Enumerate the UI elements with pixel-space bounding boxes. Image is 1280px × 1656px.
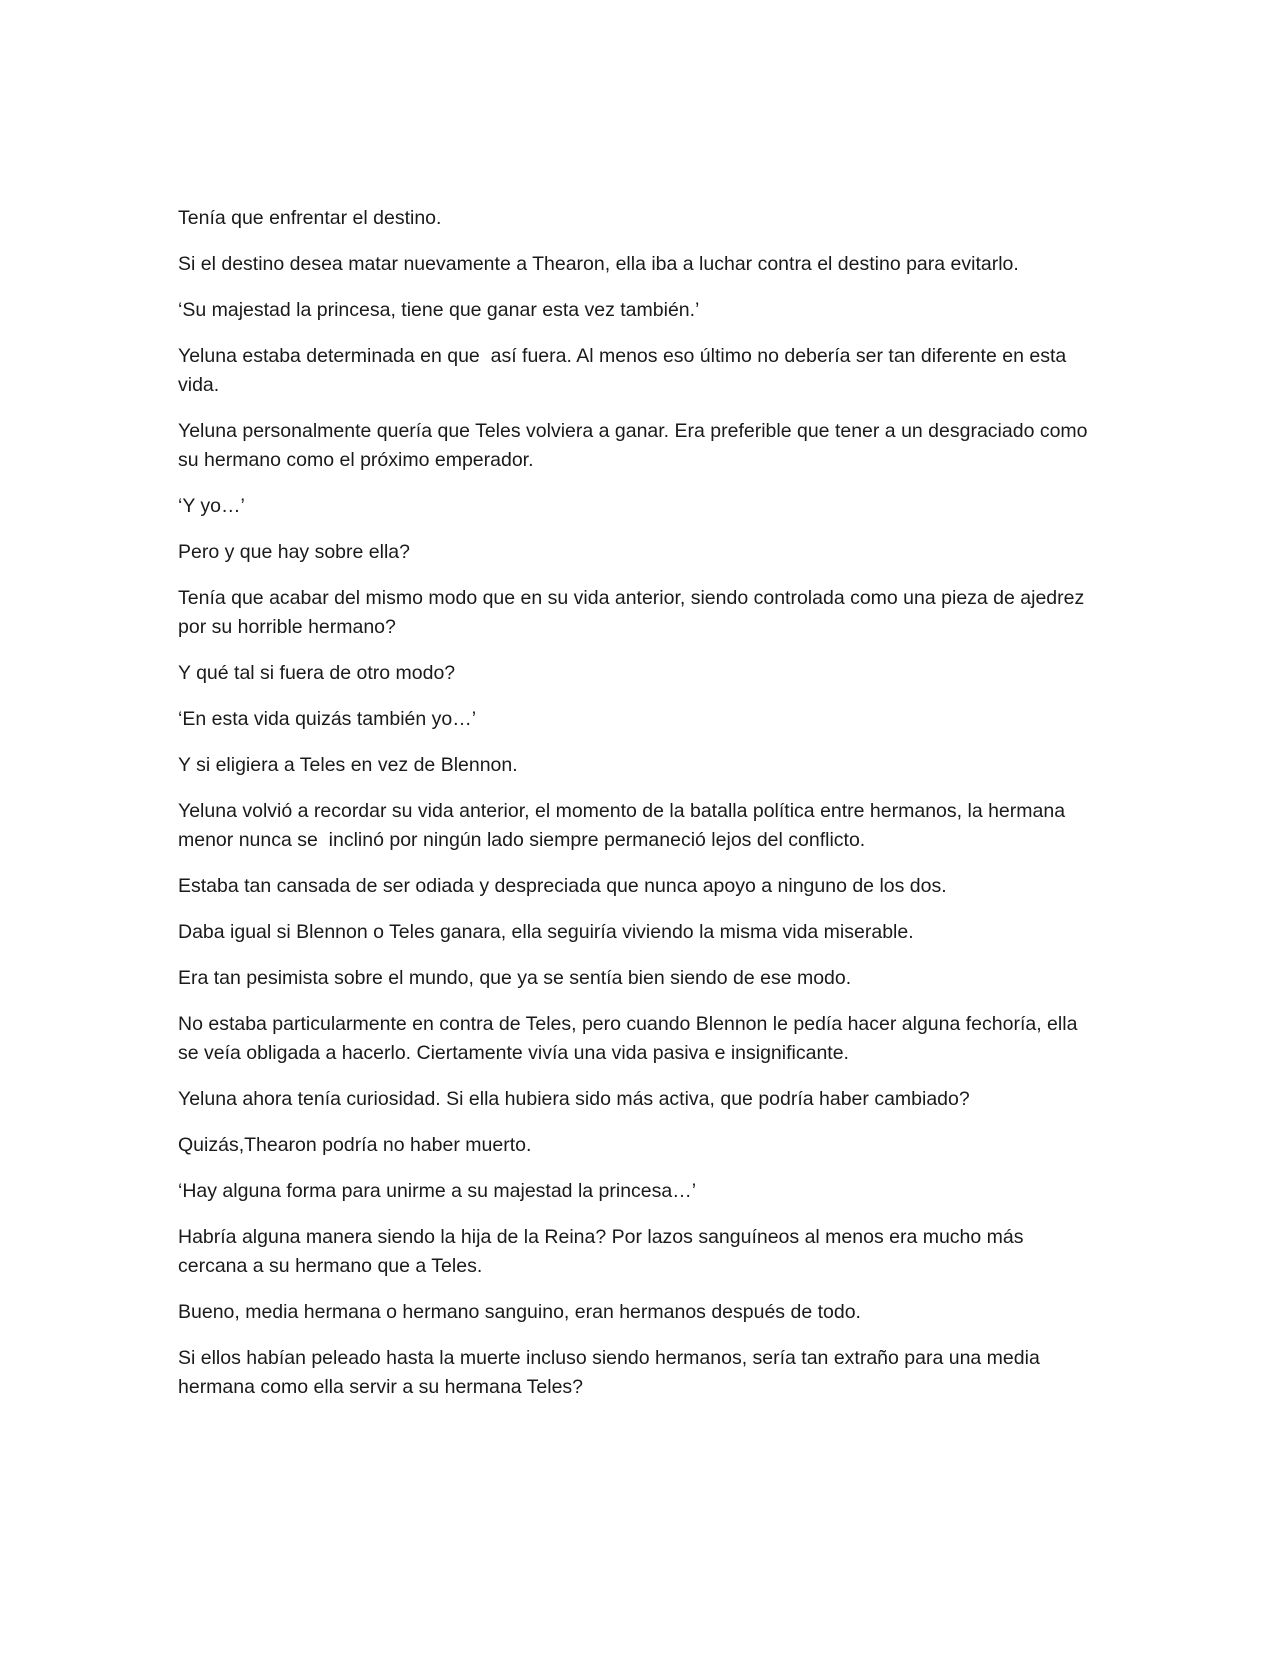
paragraph: Yeluna volvió a recordar su vida anterior, el momento de la batalla política entre hermanos, la hermana menor nunca se inclinó por ningún lado siempre permaneció lejos del conflicto.: [178, 800, 1071, 851]
paragraph: Estaba tan cansada de ser odiada y despreciada que nunca apoyo a ninguno de los dos.: [178, 875, 947, 897]
paragraph: Habría alguna manera siendo la hija de la Reina? Por lazos sanguíneos al menos era mucho más cercana a su hermano que a Teles.: [178, 1226, 1029, 1277]
paragraph: No estaba particularmente en contra de Teles, pero cuando Blennon le pedía hacer alguna fechoría, ella se veía obligada a hacerlo. Ciertamente vivía una vida pasiva e insignificante.: [178, 1013, 1083, 1064]
paragraph: Y qué tal si fuera de otro modo?: [178, 662, 456, 684]
paragraph: Si el destino desea matar nuevamente a Thearon, ella iba a luchar contra el destino para evitarlo.: [178, 253, 1019, 275]
paragraph: Pero y que hay sobre ella?: [178, 541, 410, 563]
paragraph: ‘Hay alguna forma para unirme a su majestad la princesa…’: [178, 1180, 697, 1202]
paragraph: Tenía que acabar del mismo modo que en su vida anterior, siendo controlada como una pieza de ajedrez por su horrible hermano?: [178, 587, 1090, 638]
document-page: [178, 204, 1098, 1419]
paragraph: Quizás,Thearon podría no haber muerto.: [178, 1134, 532, 1156]
paragraph: Daba igual si Blennon o Teles ganara, ella seguiría viviendo la misma vida miserable.: [178, 921, 914, 943]
paragraph: Yeluna personalmente quería que Teles volviera a ganar. Era preferible que tener a un desgraciado como su hermano como el próximo emperador.: [178, 420, 1093, 471]
paragraph: Bueno, media hermana o hermano sanguino, eran hermanos después de todo.: [178, 1301, 861, 1323]
paragraph: Yeluna estaba determinada en que así fuera. Al menos eso último no debería ser tan diferente en esta vida.: [178, 345, 1072, 396]
paragraph: ‘Su majestad la princesa, tiene que ganar esta vez también.’: [178, 299, 700, 321]
paragraph: Yeluna ahora tenía curiosidad. Si ella hubiera sido más activa, que podría haber cambiado?: [178, 1088, 970, 1110]
paragraph: ‘Y yo…’: [178, 495, 245, 517]
paragraph: Si ellos habían peleado hasta la muerte incluso siendo hermanos, sería tan extraño para una media hermana como ella servir a su hermana Teles?: [178, 1347, 1046, 1398]
paragraph: ‘En esta vida quizás también yo…’: [178, 708, 477, 730]
paragraph: Era tan pesimista sobre el mundo, que ya se sentía bien siendo de ese modo.: [178, 967, 852, 989]
paragraph: Tenía que enfrentar el destino.: [178, 207, 442, 229]
paragraph: Y si eligiera a Teles en vez de Blennon.: [178, 754, 518, 776]
